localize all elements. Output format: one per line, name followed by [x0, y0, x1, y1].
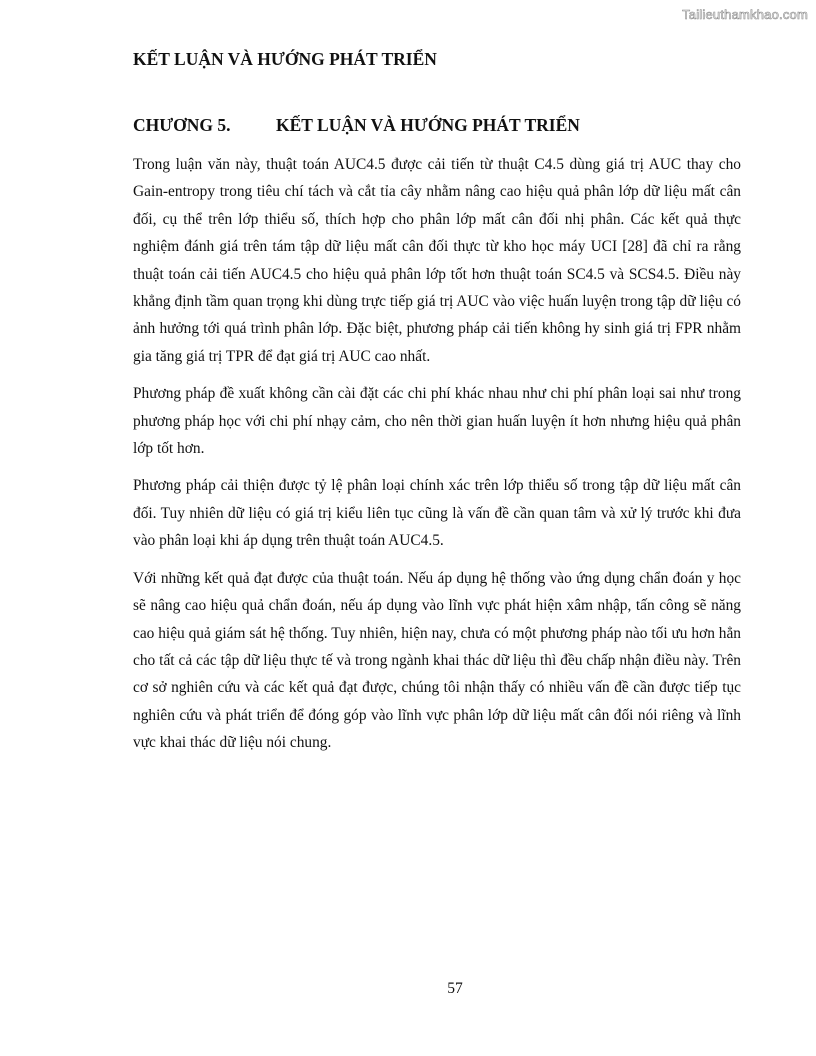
paragraph: Với những kết quả đạt được của thuật toán. Nếu áp dụng hệ thống vào ứng dụng chẩn đoán y học sẽ nâng cao hiệu quả chẩn đoán, nếu áp dụng vào lĩnh vực phát hiện xâm nhập, tấn công sẽ năng cao hiệu quả giám sát hệ thống. Tuy nhiên, hiện nay, chưa có một phương pháp nào tối ưu hơn hẳn cho tất cả các tập dữ liệu thực tế và trong ngành khai thác dữ liệu thì đều chấp nhận điều này. Trên cơ sở nghiên cứu và các kết quả đạt được, chúng tôi nhận thấy có nhiều vấn đề cần được tiếp tục nghiên cứu và phát triển để đóng góp vào lĩnh vực phân lớp dữ liệu mất cân đối nói riêng và lĩnh vực khai thác dữ liệu nói chung. — [133, 569, 741, 752]
running-header: KẾT LUẬN VÀ HƯỚNG PHÁT TRIỂN — [133, 49, 437, 69]
chapter-number: CHƯƠNG 5. — [133, 115, 231, 135]
page-number: 57 — [447, 980, 463, 997]
chapter-heading — [133, 115, 580, 136]
body-text — [133, 151, 741, 767]
paragraph: Trong luận văn này, thuật toán AUC4.5 được cải tiến từ thuật C4.5 dùng giá trị AUC thay cho Gain-entropy trong tiêu chí tách và cắt tỉa cây nhằm nâng cao hiệu quả phân lớp dữ liệu mất cân đối, cụ thể trên lớp thiểu số, thích hợp cho phân lớp mất cân đối nhị phân. Các kết quả thực nghiệm đánh giá trên tám tập dữ liệu mất cân đối thực từ kho học máy UCI [28] đã chỉ ra rằng thuật toán cải tiến AUC4.5 cho hiệu quả phân lớp tốt hơn thuật toán SC4.5 và SCS4.5. Điều này khẳng định tầm quan trọng khi dùng trực tiếp giá trị AUC vào việc huấn luyện trong tập dữ liệu có ảnh hưởng tới quá trình phân lớp. Đặc biệt, phương pháp cải tiến không hy sinh giá trị FPR nhằm gia tăng giá trị TPR để đạt giá trị AUC cao nhất. — [133, 156, 741, 365]
chapter-title: KẾT LUẬN VÀ HƯỚNG PHÁT TRIỂN — [276, 115, 580, 135]
paragraph: Phương pháp cải thiện được tỷ lệ phân loại chính xác trên lớp thiểu số trong tập dữ liệu mất cân đối. Tuy nhiên dữ liệu có giá trị kiểu liên tục cũng là vấn đề cần quan tâm và xử lý trước khi đưa vào phân loại khi áp dụng trên thuật toán AUC4.5. — [133, 477, 741, 550]
watermark: Tailieuthamkhao.com — [682, 7, 808, 22]
paragraph: Phương pháp đề xuất không cần cài đặt các chi phí khác nhau như chi phí phân loại sai như trong phương pháp học với chi phí nhạy cảm, cho nên thời gian huấn luyện ít hơn nhưng hiệu quả phân lớp tốt hơn. — [133, 385, 741, 458]
